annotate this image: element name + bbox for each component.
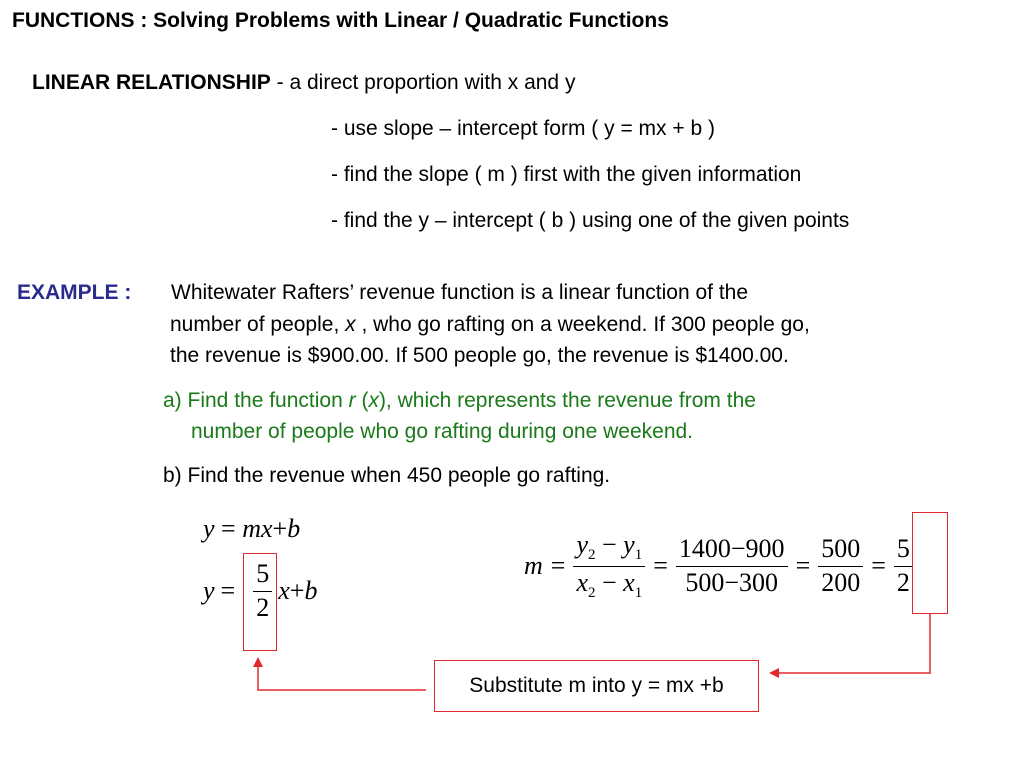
example-var-x: x xyxy=(345,313,356,336)
den-minus: − xyxy=(602,567,617,597)
eq1-plus: + xyxy=(272,514,288,543)
y1-sub: 1 xyxy=(634,547,643,564)
slope-numeric-den: 500−300 xyxy=(685,567,779,597)
eq1-y: y xyxy=(203,514,215,543)
y1: y xyxy=(623,530,635,559)
linear-bullet-2: - find the slope ( m ) first with the given information xyxy=(331,163,802,186)
eq2-numerator: 5 xyxy=(253,560,272,592)
eq2-x: x xyxy=(278,576,290,606)
slope-equals-3: = xyxy=(795,551,811,581)
example-line-2-end: , who go rafting on a weekend. If 300 people go, xyxy=(355,313,810,336)
y2-sub: 2 xyxy=(588,547,596,564)
slope-numeric-num: 1400−900 xyxy=(676,535,788,567)
slope-equals-4: = xyxy=(871,551,886,581)
slope-diff-num: 500 xyxy=(818,535,863,567)
callout-text: Substitute m into y = mx +b xyxy=(469,674,724,697)
num-minus: − xyxy=(602,530,617,559)
example-label: EXAMPLE : xyxy=(17,281,132,304)
y2: y xyxy=(576,530,588,559)
question-a-x: x xyxy=(368,389,379,412)
question-a-paren: ( xyxy=(355,389,369,412)
eq2-equals: = xyxy=(220,576,236,606)
eq1-mx: mx xyxy=(242,514,273,543)
question-a-suffix: ), which represents the revenue from the xyxy=(378,389,756,412)
linear-bullet-0: - a direct proportion with x and y xyxy=(276,71,576,94)
eq1-equals: = xyxy=(221,514,236,543)
x2: x xyxy=(576,567,588,597)
eq2-y: y xyxy=(203,576,215,606)
example-line-1: Whitewater Rafters’ revenue function is a linear function of the xyxy=(171,281,749,304)
question-a-r: r xyxy=(348,389,356,412)
linear-heading: LINEAR RELATIONSHIP xyxy=(32,71,271,94)
x1: x xyxy=(623,567,635,597)
question-a-prefix: a) Find the function xyxy=(163,389,349,412)
slope-m: m xyxy=(524,551,543,581)
arrow-to-eq2-slope xyxy=(258,659,426,690)
example-line-2-start: number of people, xyxy=(170,313,346,336)
x2-sub: 2 xyxy=(588,584,596,601)
linear-bullet-3: - find the y – intercept ( b ) using one of the given points xyxy=(331,209,850,232)
eq1-b: b xyxy=(287,514,301,543)
slope-result-num: 5 xyxy=(894,535,913,567)
page-title: FUNCTIONS : Solving Problems with Linear / Quadratic Functions xyxy=(12,9,669,32)
eq2-plus: + xyxy=(289,576,305,606)
linear-bullet-1: - use slope – intercept form ( y = mx + b ) xyxy=(331,117,715,140)
question-b: b) Find the revenue when 450 people go rafting. xyxy=(163,464,611,487)
arrow-from-slope-result xyxy=(771,613,930,673)
slope-equals-2: = xyxy=(653,551,668,581)
eq2-denominator: 2 xyxy=(256,592,270,622)
slope-result-den: 2 xyxy=(896,567,910,597)
example-line-3: the revenue is $900.00. If 500 people go, the revenue is $1400.00. xyxy=(170,344,789,367)
eq2-b: b xyxy=(304,576,318,606)
slope-equals-1: = xyxy=(550,551,566,581)
x1-sub: 1 xyxy=(634,584,643,601)
question-a-line-2: number of people who go rafting during one weekend. xyxy=(191,420,694,443)
slope-diff-den: 200 xyxy=(821,567,861,597)
